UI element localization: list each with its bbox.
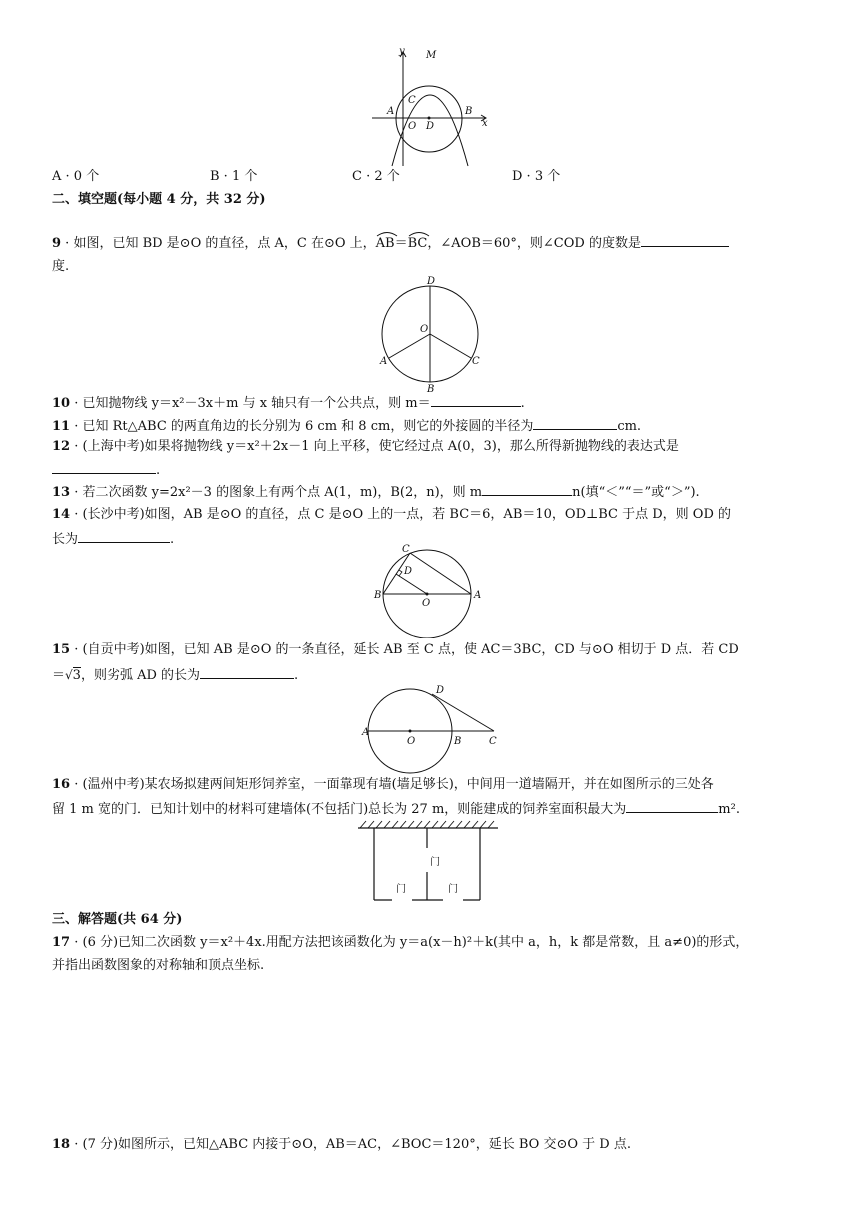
- option-d: D · 3 个: [512, 169, 561, 184]
- label-o: O: [407, 736, 416, 747]
- tangent-cd: [432, 694, 494, 731]
- section-3-heading: 三、解答题(共 64 分): [52, 912, 183, 927]
- segment-od: [396, 574, 427, 594]
- q13: 13 · 若二次函数 y=2x²－3 的图象上有两个点 A(1，m)，B(2，n)，则 m n(填“＜”“＝”或“＞”).: [52, 482, 700, 502]
- q17-line1: 17 · (6 分)已知二次函数 y＝x²＋4x.用配方法把该函数化为 y＝a(x－h)²＋k(其中 a，h，k 都是常数，且 a≠0)的形式，: [52, 935, 749, 950]
- option-b: B · 1 个: [210, 169, 258, 184]
- wall-hatching: [360, 821, 494, 828]
- figure-q9: [376, 276, 484, 394]
- q10: 10 · 已知抛物线 y＝x²－3x＋m 与 x 轴只有一个公共点，则 m＝ .: [52, 393, 525, 413]
- q12-answer-blank[interactable]: [52, 460, 156, 474]
- q15-line1: 15 · (自贡中考)如图，已知 AB 是⊙O 的一条直径，延长 AB 至 C 点，使 AC＝3BC，CD 与⊙O 相切于 D 点．若 CD: [52, 642, 739, 657]
- label-o: O: [420, 324, 429, 335]
- arc-bc: BC: [408, 235, 428, 253]
- segment-oa: [389, 334, 430, 358]
- label-a: A: [387, 106, 395, 117]
- q15-line2: ＝√3，则劣弧 AD 的长为 .: [52, 665, 298, 685]
- point-o: [426, 593, 429, 596]
- label-o: O: [422, 598, 431, 609]
- right-angle-mark: [399, 570, 402, 576]
- point-o: [409, 730, 412, 733]
- q9-line2: 度.: [52, 259, 70, 274]
- q9-answer-blank[interactable]: [641, 233, 729, 247]
- q14-line1: 14 · (长沙中考)如图，AB 是⊙O 的直径，点 C 是⊙O 上的一点，若 BC＝6，AB＝10，OD⊥BC 于点 D，则 OD 的: [52, 507, 731, 522]
- door-label-right: 门: [448, 884, 458, 895]
- label-o: O: [408, 121, 417, 132]
- option-a: A · 0 个: [52, 169, 100, 184]
- q17-line2: 并指出函数图象的对称轴和顶点坐标.: [52, 958, 265, 973]
- q11: 11 · 已知 Rt△ABC 的两直角边的长分别为 6 cm 和 8 cm，则它的外接圆的半径为 cm.: [52, 416, 641, 436]
- label-d: D: [404, 566, 413, 577]
- q15-answer-blank[interactable]: [200, 665, 294, 679]
- q18: 18 · (7 分)如图所示，已知△ABC 内接于⊙O，AB＝AC，∠BOC＝120°，延长 BO 交⊙O 于 D 点.: [52, 1137, 631, 1152]
- label-b: B: [374, 590, 382, 601]
- option-c: C · 2 个: [352, 169, 400, 184]
- label-d: D: [436, 685, 445, 696]
- parabola-circle-figure: [370, 44, 495, 169]
- q9-line1: 9 · 如图，已知 BD 是⊙O 的直径，点 A，C 在⊙O 上， AB＝ BC，∠AOB＝60°，则∠COD 的度数是: [52, 233, 729, 253]
- label-a: A: [474, 590, 482, 601]
- label-m: M: [426, 50, 437, 61]
- chord-ca: [410, 553, 471, 594]
- label-d: D: [426, 121, 435, 132]
- q14-line2: 长为 .: [52, 529, 174, 549]
- q10-answer-blank[interactable]: [431, 393, 521, 407]
- q12-line2: .: [52, 460, 160, 480]
- label-a: A: [362, 727, 370, 738]
- label-c: C: [402, 544, 410, 555]
- label-c: C: [489, 736, 497, 747]
- door-label-middle: 门: [430, 857, 440, 868]
- label-y: y: [399, 46, 405, 57]
- q16-answer-blank[interactable]: [626, 799, 718, 813]
- label-c: C: [472, 356, 480, 367]
- label-a: A: [380, 356, 388, 367]
- q16-line2: 留 1 m 宽的门．已知计划中的材料可建墙体(不包括门)总长为 27 m，则能建成的饲养室面积最大为 m².: [52, 799, 740, 819]
- q13-answer-blank[interactable]: [482, 482, 572, 496]
- label-x: x: [482, 118, 488, 129]
- segment-oc: [430, 334, 471, 358]
- q12-line1: 12 · (上海中考)如果将抛物线 y＝x²＋2x－1 向上平移，使它经过点 A(0，3)，那么所得新抛物线的表达式是: [52, 439, 679, 454]
- point-d: [428, 117, 431, 120]
- q11-answer-blank[interactable]: [533, 416, 617, 430]
- arc-ab: AB: [376, 235, 395, 253]
- q14-answer-blank[interactable]: [78, 529, 170, 543]
- label-b: B: [465, 106, 473, 117]
- label-b: B: [454, 736, 462, 747]
- q16-line1: 16 · (温州中考)某农场拟建两间矩形饲养室，一面靠现有墙(墙足够长)，中间用一道墙隔开，并在如图所示的三处各: [52, 777, 714, 792]
- sqrt-three: √3: [65, 668, 81, 683]
- door-label-left: 门: [396, 884, 406, 895]
- figure-q15: [360, 682, 510, 782]
- label-c: C: [408, 95, 416, 106]
- figure-q16: [352, 820, 502, 904]
- label-b: B: [427, 384, 435, 394]
- figure-q14: [372, 544, 490, 638]
- section-2-heading: 二、填空题(每小题 4 分，共 32 分): [52, 192, 266, 207]
- label-d: D: [427, 276, 436, 287]
